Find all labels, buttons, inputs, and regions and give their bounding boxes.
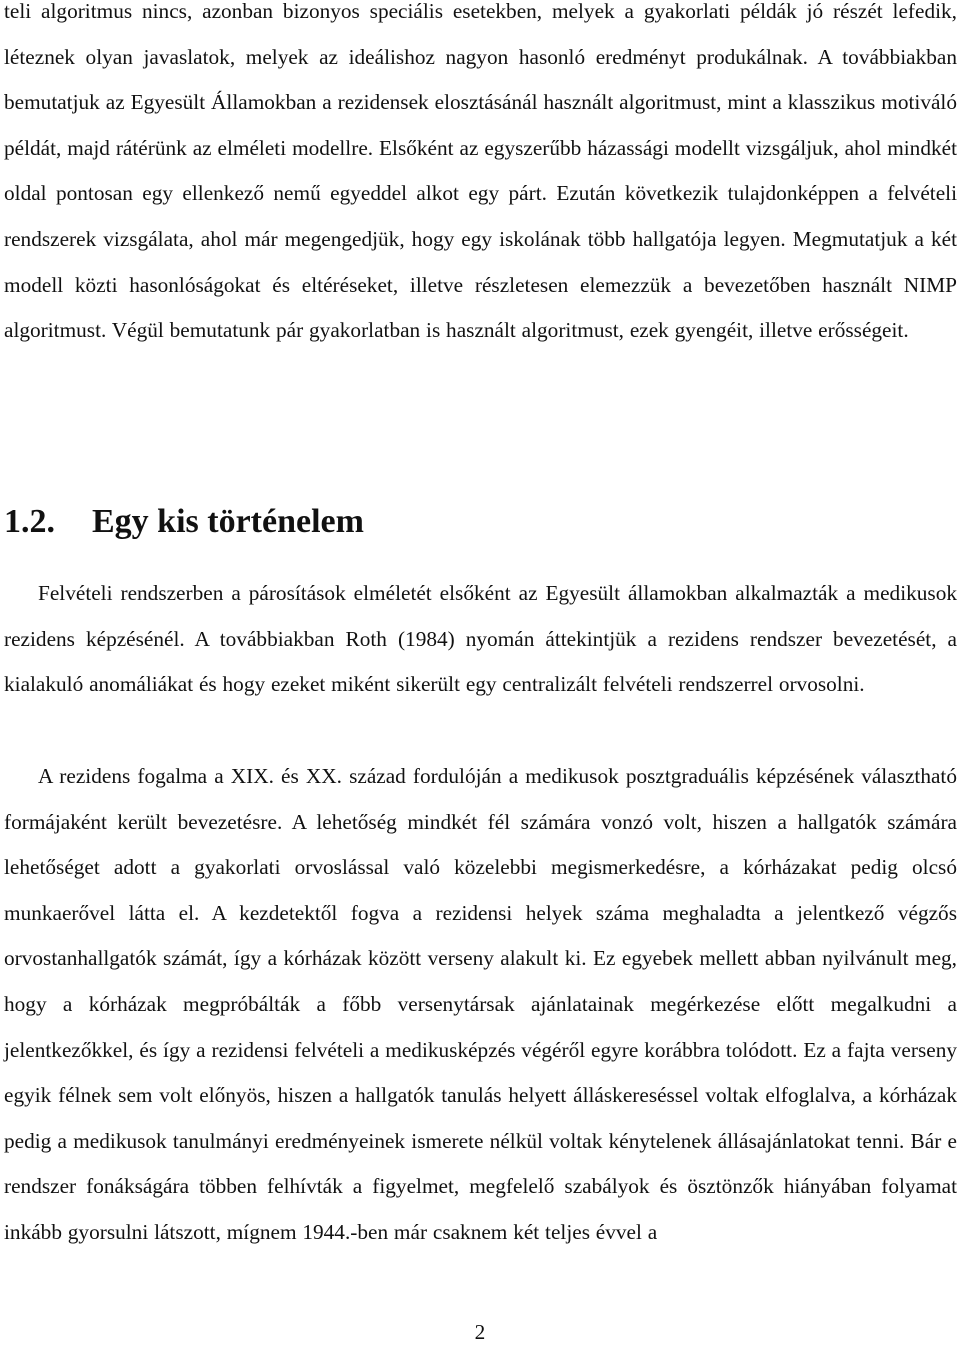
section-number: 1.2. <box>4 503 55 540</box>
intro-paragraph: teli algoritmus nincs, azonban bizonyos speciális esetekben, melyek a gyakorlati példák jó részét lefedik, léteznek olyan javaslatok, melyek az ideálishoz nagyon hasonló eredményt produkálnak. A továbbiakban bemutatjuk az Egyesült Államokban a rezidensek elosztásánál használt algoritmust, mint a klasszikus motiváló példát, majd rátérünk az elméleti modellre. Elsőként az egyszerűbb házassági modellt vizsgáljuk, ahol mindkét oldal pontosan egy ellenkező nemű egyeddel alkot egy párt. Ezután következik tulajdonképpen a felvételi rendszerek vizsgálata, ahol már megengedjük, hogy egy iskolának több hallgatója legyen. Megmutatjuk a két modell közti hasonlóságokat és eltéréseket, illetve részletesen elemezzük a bevezetőben használt NIMP algoritmust. Végül bemutatunk pár gyakorlatban is használt algoritmust, ezek gyengéit, illetve erősségeit. <box>4 0 957 343</box>
history-paragraph-1: Felvételi rendszerben a párosítások elméletét elsőként az Egyesült államokban alkalmazták a medikusok rezidens képzésénél. A továbbiakban Roth (1984) nyomán áttekintjük a rezidens rendszer bevezetését, a kialakuló anomáliákat és hogy ezeket miként sikerült egy centralizált felvételi rendszerrel orvosolni. <box>4 581 957 697</box>
section-heading <box>4 498 364 546</box>
section-title: Egy kis történelem <box>92 503 364 540</box>
page-number: 2 <box>474 1320 486 1344</box>
history-paragraph-2: A rezidens fogalma a XIX. és XX. század fordulóján a medikusok posztgraduális képzésének választható formájaként került bevezetésre. A lehetőség mindkét fél számára vonzó volt, hiszen a hallgatók számára lehetőséget adott a gyakorlati orvoslással való közelebbi megismerkedésre, a kórházakat pedig olcsó munkaerővel látta el. A kezdetektől fogva a rezidensi helyek száma meghaladta a jelentkező végzős orvostanhallgatók számát, így a kórházak között verseny alakult ki. Ez egyebek mellett abban nyilvánult meg, hogy a kórházak megpróbálták a főbb versenytársak ajánlatainak megérkezése előtt megalkudni a jelentkezőkkel, és így a rezidensi felvételi a medikusképzés végéről egyre korábbra tolódott. Ez a fajta verseny egyik félnek sem volt előnyös, hiszen a hallgatók tanulás helyett álláskereséssel voltak elfoglalva, a kórházak pedig a medikusok tanulmányi eredményeinek ismerete nélkül voltak kénytelenek állásajánlatokat tenni. Bár e rendszer fonákságára többen felhívták a figyelmet, megfelelő szabályok és ösztönzők hiányában folyamat inkább gyorsulni látszott, mígnem 1944.-ben már csaknem két teljes évvel a <box>4 764 957 1244</box>
